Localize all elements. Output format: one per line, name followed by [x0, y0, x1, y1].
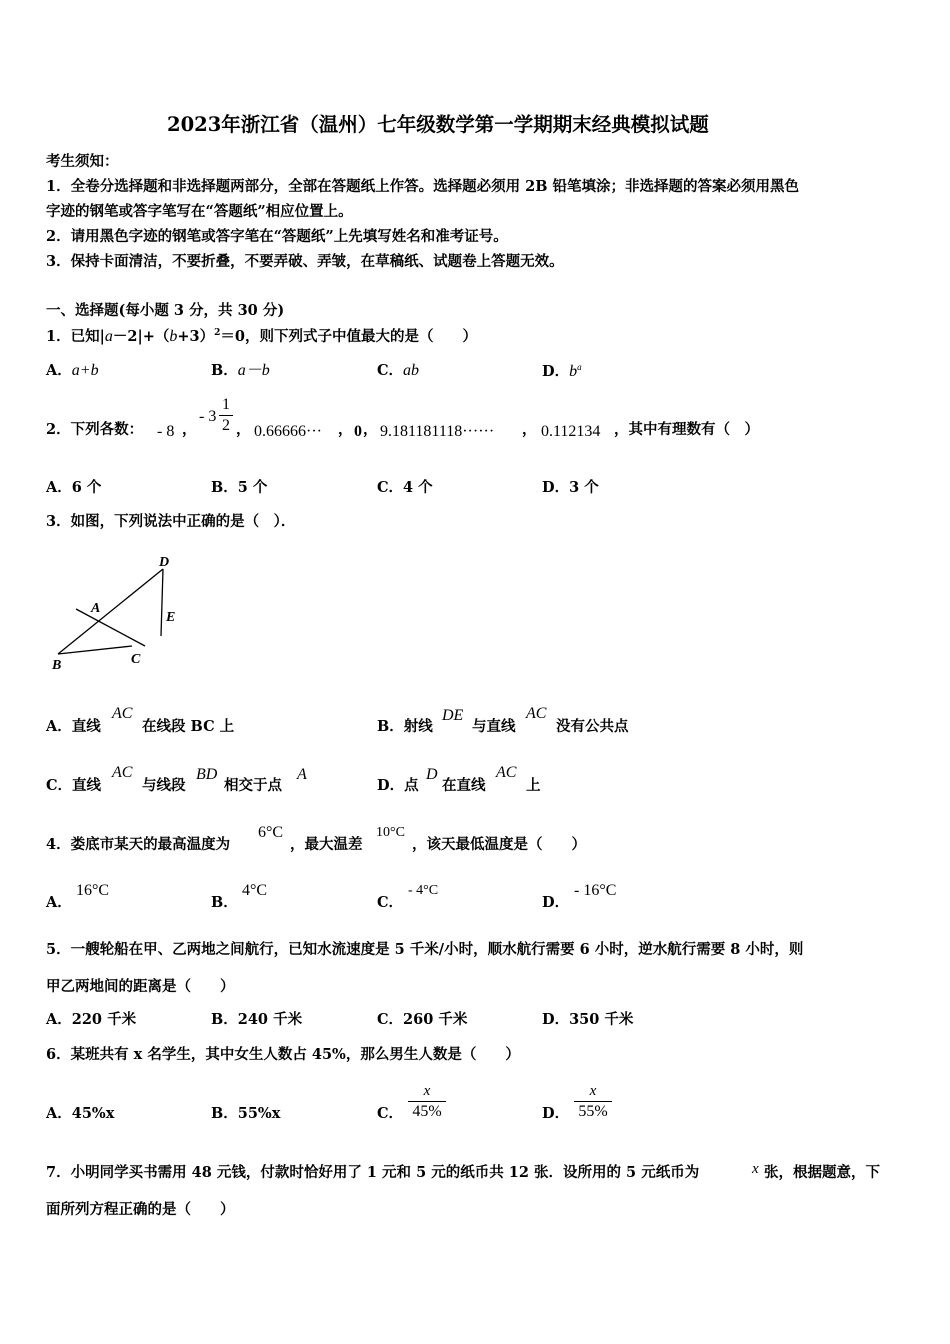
- notice-line-2: 2．请用黑色字迹的钢笔或答字笔在“答题纸”上先填写姓名和准考证号。: [46, 228, 508, 245]
- q6-option-b: B．55%x: [211, 1105, 281, 1122]
- q3-option-b-label: B．射线: [377, 718, 433, 735]
- q4-option-a-label: A．: [46, 894, 72, 911]
- q3-option-d-tail: 上: [526, 777, 541, 794]
- q2-mixed-int: - 3: [199, 408, 217, 425]
- q2-number-6: 0.112134: [541, 423, 601, 440]
- q2-fraction-denominator: 2: [222, 417, 230, 434]
- q1-option-d-label: D．: [542, 362, 570, 380]
- q6-option-c-bar: [408, 1101, 446, 1102]
- q3-option-d-label: D．点: [377, 777, 419, 794]
- question-3-stem: 3．如图，下列说法中正确的是（ ）．: [46, 513, 296, 530]
- q6-option-d-label: D．: [542, 1105, 570, 1122]
- q4-option-c-label: C．: [377, 894, 404, 911]
- q3-option-a-tail: 在线段 BC 上: [142, 718, 235, 735]
- q3-option-b-tail: 没有公共点: [556, 718, 629, 735]
- q1-text-4: ＝0，则下列式子中值最大的是（ ）: [220, 328, 477, 345]
- q6-option-d-numerator: x: [589, 1083, 597, 1099]
- q1-exponent: 2: [214, 328, 221, 339]
- q6-option-c-fraction: [408, 1084, 446, 1120]
- q2-option-a: A．6 个: [46, 479, 102, 496]
- q3-option-a-label: A．直线: [46, 718, 101, 735]
- q4-option-c-value: - 4°C: [408, 883, 439, 898]
- q4-stem-1: 4．娄底市某天的最高温度为: [46, 836, 231, 853]
- q3-option-d-math-1: D: [426, 766, 438, 783]
- q1-option-c: [377, 363, 419, 379]
- q3-option-b-math-1: DE: [442, 707, 464, 724]
- q4-option-b-value: 4°C: [242, 882, 268, 899]
- q2-tail: ，其中有理数有（ ）: [614, 421, 759, 438]
- line-BD: [58, 569, 163, 654]
- q3-option-c-mid: 与线段: [142, 777, 186, 794]
- q2-number-1: - 8: [157, 423, 175, 440]
- q6-option-c-numerator: x: [423, 1083, 431, 1099]
- page-title: 2023年浙江省（温州）七年级数学第一学期期末经典模拟试题: [167, 113, 709, 136]
- q3-option-c-math-2: BD: [196, 766, 218, 783]
- q6-option-c-label: C．: [377, 1105, 404, 1122]
- q3-option-a-math: AC: [112, 705, 133, 722]
- q4-stem-2: ，最大温差: [290, 836, 363, 853]
- q3-option-d-mid: 在直线: [442, 777, 486, 794]
- q1-option-a-expr: a+b: [71, 362, 99, 379]
- q2-comma-3: ，: [338, 421, 353, 438]
- line-AC: [76, 609, 145, 646]
- q1-text-1: 1．已知|: [46, 328, 105, 345]
- q2-comma-1: ，: [182, 421, 197, 438]
- q2-option-c: C．4 个: [377, 479, 433, 496]
- notice-line-3: 3．保持卡面清洁，不要折叠，不要弄破、弄皱，在草稿纸、试题卷上答题无效。: [46, 253, 564, 270]
- q6-option-d-denominator: 55%: [578, 1103, 608, 1120]
- q2-fraction-bar: [219, 415, 233, 416]
- q7-var-x: x: [752, 1161, 759, 1177]
- q3-option-c-label: C．直线: [46, 777, 102, 794]
- q1-option-b-expr: a－b: [237, 362, 270, 379]
- q1-option-a: [46, 363, 99, 379]
- q3-geometry-figure: [40, 545, 200, 675]
- label-B: B: [52, 658, 62, 673]
- q5-stem-line-2: 甲乙两地间的距离是（ ）: [46, 978, 235, 995]
- q1-option-c-label: C．: [377, 362, 404, 379]
- label-A: A: [91, 601, 101, 616]
- q5-option-c: C．260 千米: [377, 1011, 468, 1028]
- q3-option-c-math-3: A: [297, 766, 307, 783]
- q3-option-d-math-2: AC: [496, 764, 517, 781]
- q7-stem-1: 7．小明同学买书需用 48 元钱，付款时恰好用了 1 元和 5 元的纸币共 12 张．设所用的 5 元纸币为: [46, 1164, 700, 1181]
- q5-option-d: D．350 千米: [542, 1011, 634, 1028]
- q4-temp-diff: 10°C: [376, 825, 405, 840]
- q1-var-a: a: [104, 328, 113, 345]
- q2-number-5: 9.181181118······: [380, 423, 495, 440]
- q3-option-b-math-2: AC: [526, 705, 547, 722]
- q1-var-b: b: [169, 328, 178, 345]
- q4-option-d-label: D．: [542, 894, 570, 911]
- q1-option-c-expr: ab: [403, 362, 420, 379]
- section-heading: 一、选择题(每小题 3 分，共 30 分): [46, 302, 285, 319]
- q6-option-a: A．45%x: [46, 1105, 115, 1122]
- q2-comma-2: ，: [236, 421, 251, 438]
- q3-option-b-mid: 与直线: [472, 718, 516, 735]
- q6-option-d-bar: [574, 1101, 612, 1102]
- q1-option-b: [211, 363, 270, 379]
- q1-option-d-exponent: a: [577, 362, 582, 372]
- q3-option-c-math-1: AC: [112, 764, 133, 781]
- q2-number-4: 0: [354, 423, 362, 440]
- line-DE: [161, 569, 163, 636]
- q1-option-d: [542, 363, 582, 380]
- q5-option-b: B．240 千米: [211, 1011, 303, 1028]
- notice-heading: 考生须知：: [46, 153, 119, 170]
- q4-option-a-value: 16°C: [76, 882, 110, 899]
- q4-option-d-value: - 16°C: [574, 882, 617, 899]
- q4-stem-3: ，该天最低温度是（ ）: [412, 836, 586, 853]
- q5-stem-line-1: 5．一艘轮船在甲、乙两地之间航行，已知水流速度是 5 千米/小时，顺水航行需要 6 小时，逆水航行需要 8 小时，则: [46, 941, 804, 958]
- q2-option-b: B．5 个: [211, 479, 268, 496]
- q1-text-2: －2|+（: [112, 328, 170, 345]
- line-BC: [58, 646, 132, 654]
- q1-option-d-expr: b: [569, 362, 578, 380]
- q2-comma-5: ，: [522, 421, 537, 438]
- q6-option-c-denominator: 45%: [412, 1103, 442, 1120]
- q2-mixed-fraction: [219, 397, 233, 434]
- q1-option-a-label: A．: [46, 362, 72, 379]
- q1-option-b-label: B．: [211, 362, 238, 379]
- notice-line-1a: 1．全卷分选择题和非选择题两部分，全部在答题纸上作答。选择题必须用 2B 铅笔填涂；非选择题的答案必须用黑色: [46, 178, 800, 195]
- q2-fraction-numerator: 1: [222, 396, 230, 413]
- question-2-lead: 2．下列各数：: [46, 421, 144, 438]
- q6-option-d-fraction: [574, 1084, 612, 1120]
- label-D: D: [159, 555, 170, 570]
- notice-line-1b: 字迹的钢笔或答字笔写在“答题纸”相应位置上。: [46, 203, 353, 220]
- q5-option-a: A．220 千米: [46, 1011, 137, 1028]
- q7-stem-2: 张，根据题意，下: [764, 1164, 880, 1181]
- q1-text-3: +3）: [177, 328, 215, 345]
- q3-option-c-mid-2: 相交于点: [224, 777, 282, 794]
- label-E: E: [166, 610, 176, 625]
- label-C: C: [131, 652, 141, 667]
- q4-temp-high: 6°C: [258, 824, 284, 841]
- q2-number-3: 0.66666···: [254, 423, 322, 440]
- q7-stem-line-2: 面所列方程正确的是（ ）: [46, 1201, 235, 1218]
- q2-comma-4: ，: [363, 421, 378, 438]
- q6-stem: 6．某班共有 x 名学生，其中女生人数占 45%，那么男生人数是（ ）: [46, 1046, 520, 1063]
- q4-option-b-label: B．: [211, 894, 238, 911]
- question-1-stem: [46, 329, 477, 345]
- q2-option-d: D．3 个: [542, 479, 599, 496]
